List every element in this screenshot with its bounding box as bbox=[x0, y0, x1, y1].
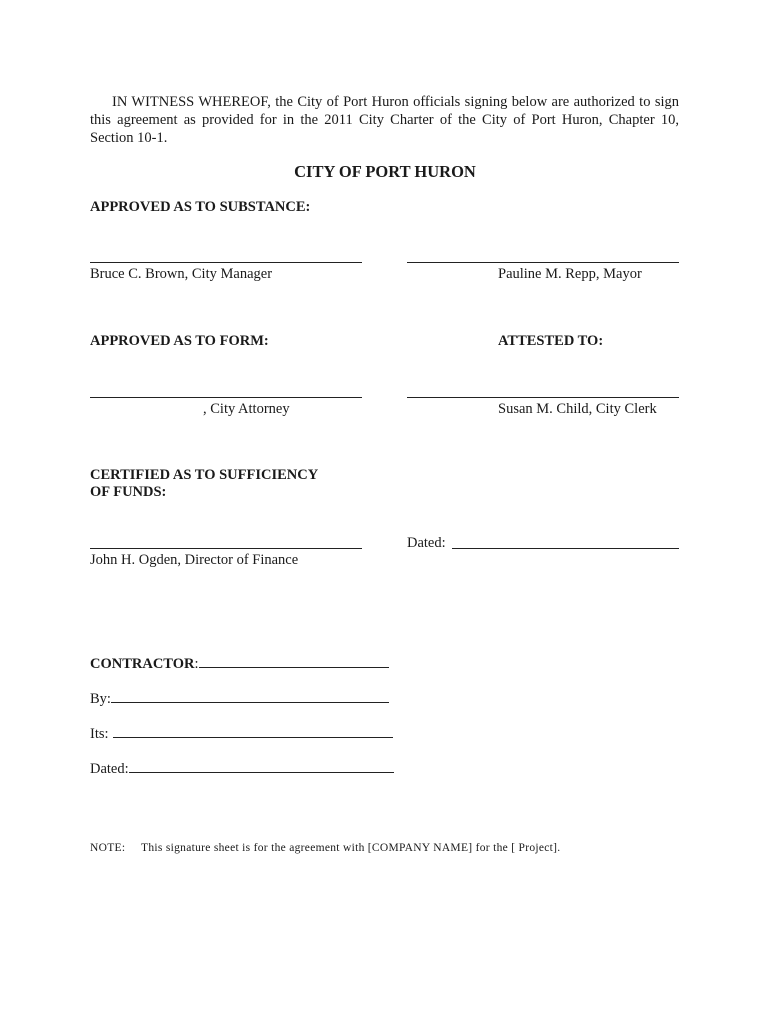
contractor-label: CONTRACTOR bbox=[90, 656, 195, 672]
note-label: NOTE: bbox=[90, 842, 126, 854]
funds-dated-label: Dated: bbox=[407, 535, 446, 551]
mayor-name: Pauline M. Repp, Mayor bbox=[498, 266, 642, 282]
intro-paragraph: IN WITNESS WHEREOF, the City of Port Huron officials signing below are authorized to sign this agreement as provided for in the 2011 City Charter of the City of Port Huron, Chapter 10, Section 10-1. bbox=[90, 94, 679, 146]
city-attorney-signature-line[interactable] bbox=[90, 397, 362, 398]
funds-heading-line1: CERTIFIED AS TO SUFFICIENCY bbox=[90, 467, 319, 483]
note-text: This signature sheet is for the agreement with [COMPANY NAME] for the [ Project]. bbox=[141, 842, 561, 854]
contractor-dated-row bbox=[90, 758, 394, 778]
city-clerk-signature-line[interactable] bbox=[407, 397, 679, 398]
contractor-row bbox=[90, 653, 389, 673]
its-field[interactable] bbox=[113, 723, 393, 738]
contractor-dated-label: Dated: bbox=[90, 761, 129, 777]
substance-heading: APPROVED AS TO SUBSTANCE: bbox=[90, 199, 311, 215]
contractor-field[interactable] bbox=[199, 653, 389, 668]
city-manager-name: Bruce C. Brown, City Manager bbox=[90, 266, 273, 282]
city-manager-signature-line[interactable] bbox=[90, 262, 362, 263]
attested-heading: ATTESTED TO: bbox=[498, 333, 604, 349]
by-field[interactable] bbox=[111, 688, 389, 703]
finance-director-signature-line[interactable] bbox=[90, 548, 362, 549]
funds-heading-line2: OF FUNDS: bbox=[90, 484, 167, 500]
funds-dated-line[interactable] bbox=[452, 548, 679, 549]
its-label: Its: bbox=[90, 726, 109, 742]
form-heading: APPROVED AS TO FORM: bbox=[90, 333, 269, 349]
city-clerk-name: Susan M. Child, City Clerk bbox=[498, 401, 657, 417]
city-attorney-name: , City Attorney bbox=[203, 401, 290, 417]
contractor-colon: : bbox=[194, 656, 199, 672]
by-row bbox=[90, 688, 389, 708]
by-label: By: bbox=[90, 691, 111, 707]
page-title: CITY OF PORT HURON bbox=[294, 162, 476, 181]
mayor-signature-line[interactable] bbox=[407, 262, 679, 263]
its-row bbox=[90, 723, 393, 743]
finance-director-name: John H. Ogden, Director of Finance bbox=[90, 552, 299, 568]
contractor-dated-field[interactable] bbox=[129, 758, 394, 773]
